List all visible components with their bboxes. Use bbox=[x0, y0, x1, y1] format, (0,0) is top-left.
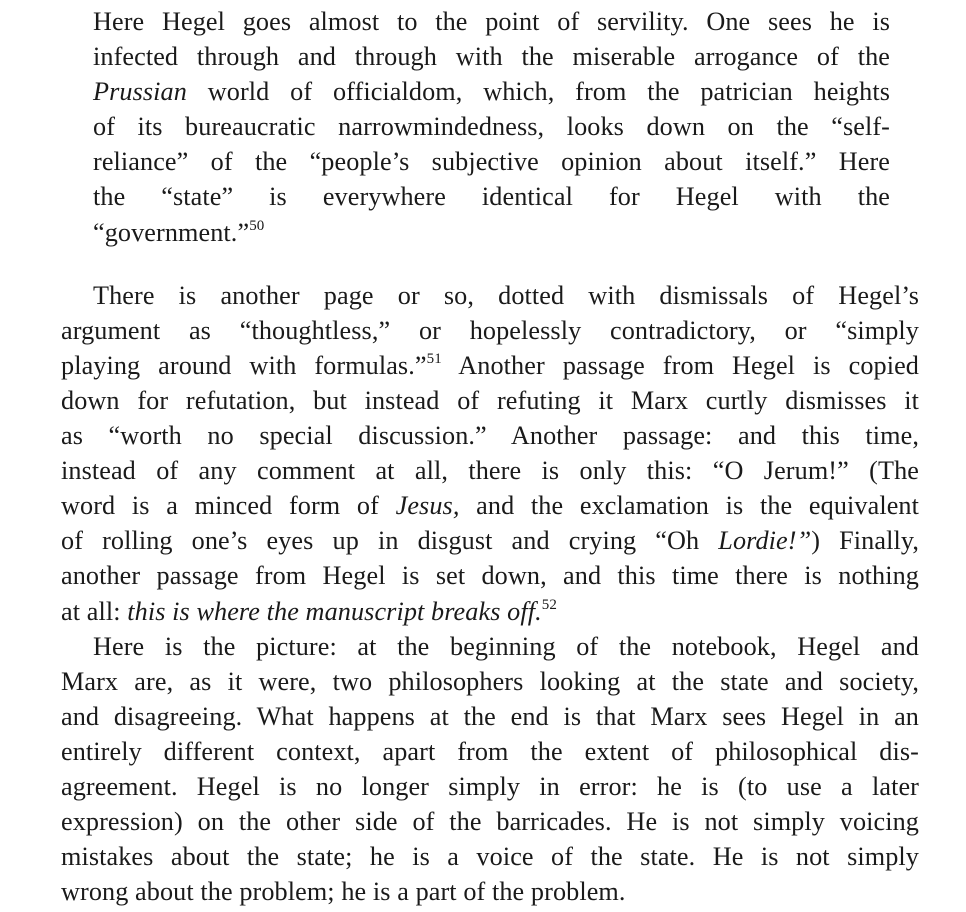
footnote-marker: 50 bbox=[249, 217, 265, 234]
paragraph-line bbox=[61, 488, 919, 523]
quote-line: Here Hegel goes almost to the point of servility. One sees he is bbox=[93, 7, 890, 36]
quote-line bbox=[93, 74, 890, 109]
paragraph-line-text: playing around with formulas.” bbox=[61, 350, 427, 380]
paragraph-line: expression) on the other side of the barricades. He is not simply voicing bbox=[61, 807, 919, 837]
paragraph-2 bbox=[61, 629, 919, 910]
paragraph-line-text: Another passage from Hegel is copied bbox=[441, 350, 919, 380]
paragraph-line: down for refutation, but instead of refuting it Marx curtly dismisses it bbox=[61, 385, 919, 415]
paragraph-line-text: at all: bbox=[61, 596, 128, 626]
paragraph-line: There is another page or so, dotted with dismissals of Hegel’s bbox=[93, 280, 919, 310]
footnote-marker: 52 bbox=[541, 596, 557, 613]
paragraph-line-text: word is a minced form of bbox=[61, 491, 396, 521]
italic-word: Lordie!” bbox=[718, 526, 812, 556]
italic-phrase: this is where the manuscript breaks off. bbox=[127, 596, 542, 626]
quote-line: the “state” is everywhere identical for Hegel with the bbox=[93, 182, 890, 212]
paragraph-line: Here is the picture: at the beginning of the notebook, Hegel and bbox=[93, 631, 919, 661]
paragraph-line-text: of rolling one’s eyes up in disgust and crying “Oh bbox=[61, 526, 719, 556]
paragraph-line-text: and the exclamation is the equivalent bbox=[459, 491, 919, 521]
paragraph-line: Marx are, as it were, two philosophers looking at the state and society, bbox=[61, 666, 919, 696]
italic-word: Prussian bbox=[93, 77, 187, 107]
footnote-marker: 51 bbox=[426, 350, 442, 367]
quote-line bbox=[93, 215, 890, 250]
paragraph-line: as “worth no special discussion.” Another passage: and this time, bbox=[61, 421, 919, 451]
paragraph-line: instead of any comment at all, there is only this: “O Jerum!” (The bbox=[61, 456, 919, 486]
quote-line: of its bureaucratic narrowmindedness, looks down on the “self- bbox=[93, 112, 890, 142]
paragraph-line: another passage from Hegel is set down, and this time there is nothing bbox=[61, 561, 919, 591]
block-quote bbox=[93, 0, 890, 250]
paragraph-line: wrong about the problem; he is a part of the problem. bbox=[61, 877, 626, 907]
paragraph-line: mistakes about the state; he is a voice of the state. He is not simply bbox=[61, 842, 919, 872]
quote-line: reliance” of the “people’s subjective opinion about itself.” Here bbox=[93, 147, 890, 177]
paragraph-line: entirely different context, apart from the extent of philosophical dis- bbox=[61, 736, 919, 766]
paragraph-line bbox=[61, 348, 919, 383]
quote-line: infected through and through with the miserable arrogance of the bbox=[93, 42, 890, 72]
paragraph-line: and disagreeing. What happens at the end is that Marx sees Hegel in an bbox=[61, 701, 919, 731]
italic-word: Jesus, bbox=[395, 491, 460, 521]
paragraph-line: argument as “thoughtless,” or hopelessly contradictory, or “simply bbox=[61, 315, 919, 345]
paragraph-line bbox=[61, 523, 919, 558]
quote-line-text: world of officialdom, which, from the patrician heights bbox=[186, 77, 890, 107]
paragraph-line-text: ) Finally, bbox=[811, 526, 919, 556]
quote-line-text: “government.” bbox=[93, 217, 250, 247]
paragraph-line: agreement. Hegel is no longer simply in error: he is (to use a later bbox=[61, 771, 919, 801]
paragraph-1 bbox=[61, 278, 919, 629]
paragraph-line bbox=[61, 594, 919, 629]
